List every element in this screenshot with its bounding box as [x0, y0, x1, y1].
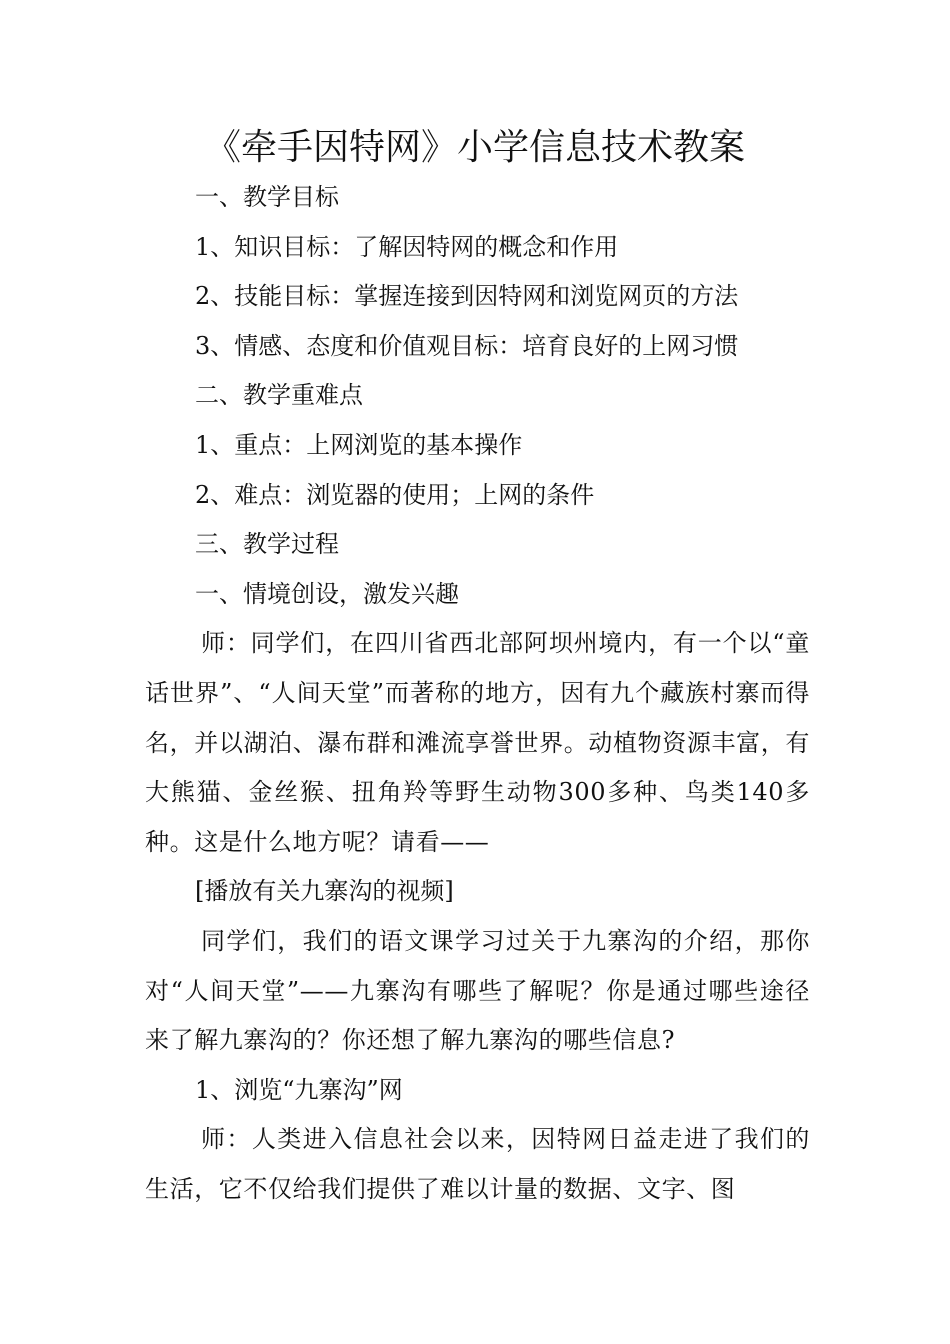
paragraph-intro: 师：同学们，在四川省西北部阿坝州境内，有一个以“童话世界”、“人间天堂”而著称的地方，因有九个藏族村寨而得名，并以湖泊、瀑布群和滩流享誉世界。动植物资源丰富，有大熊猫、金丝猴、扭角羚等野生动物300多种、鸟类140多种。这是什么地方呢？请看——: [145, 629, 810, 856]
objective-skill: 2、技能目标：掌握连接到因特网和浏览网页的方法: [195, 282, 739, 311]
paragraph-discussion: 同学们，我们的语文课学习过关于九寨沟的介绍，那你对“人间天堂”——九寨沟有哪些了解呢？你是通过哪些途径来了解九寨沟的？你还想了解九寨沟的哪些信息?: [145, 926, 810, 1055]
subheading-browse: 1、浏览“九寨沟”网: [195, 1075, 403, 1104]
subsection-heading-scenario: 一、情境创设，激发兴趣: [195, 579, 459, 608]
section-heading-objectives: 一、教学目标: [195, 183, 339, 211]
bracket-note: [播放有关九寨沟的视频]: [195, 877, 454, 906]
key-point: 1、重点：上网浏览的基本操作: [195, 430, 523, 459]
paragraph-internet: 师：人类进入信息社会以来，因特网日益走进了我们的生活，它不仅给我们提供了难以计量的数据、文字、图: [145, 1125, 810, 1203]
document-body: [145, 173, 810, 1214]
section-heading-key-points: 二、教学重难点: [195, 381, 363, 410]
difficult-point: 2、难点：浏览器的使用；上网的条件: [195, 480, 595, 509]
section-heading-process: 三、教学过程: [195, 530, 339, 559]
objective-attitude: 3、情感、态度和价值观目标：培育良好的上网习惯: [195, 331, 739, 360]
objective-knowledge: 1、知识目标：了解因特网的概念和作用: [195, 232, 619, 261]
document-title: 《牵手因特网》小学信息技术教案: [204, 127, 745, 168]
